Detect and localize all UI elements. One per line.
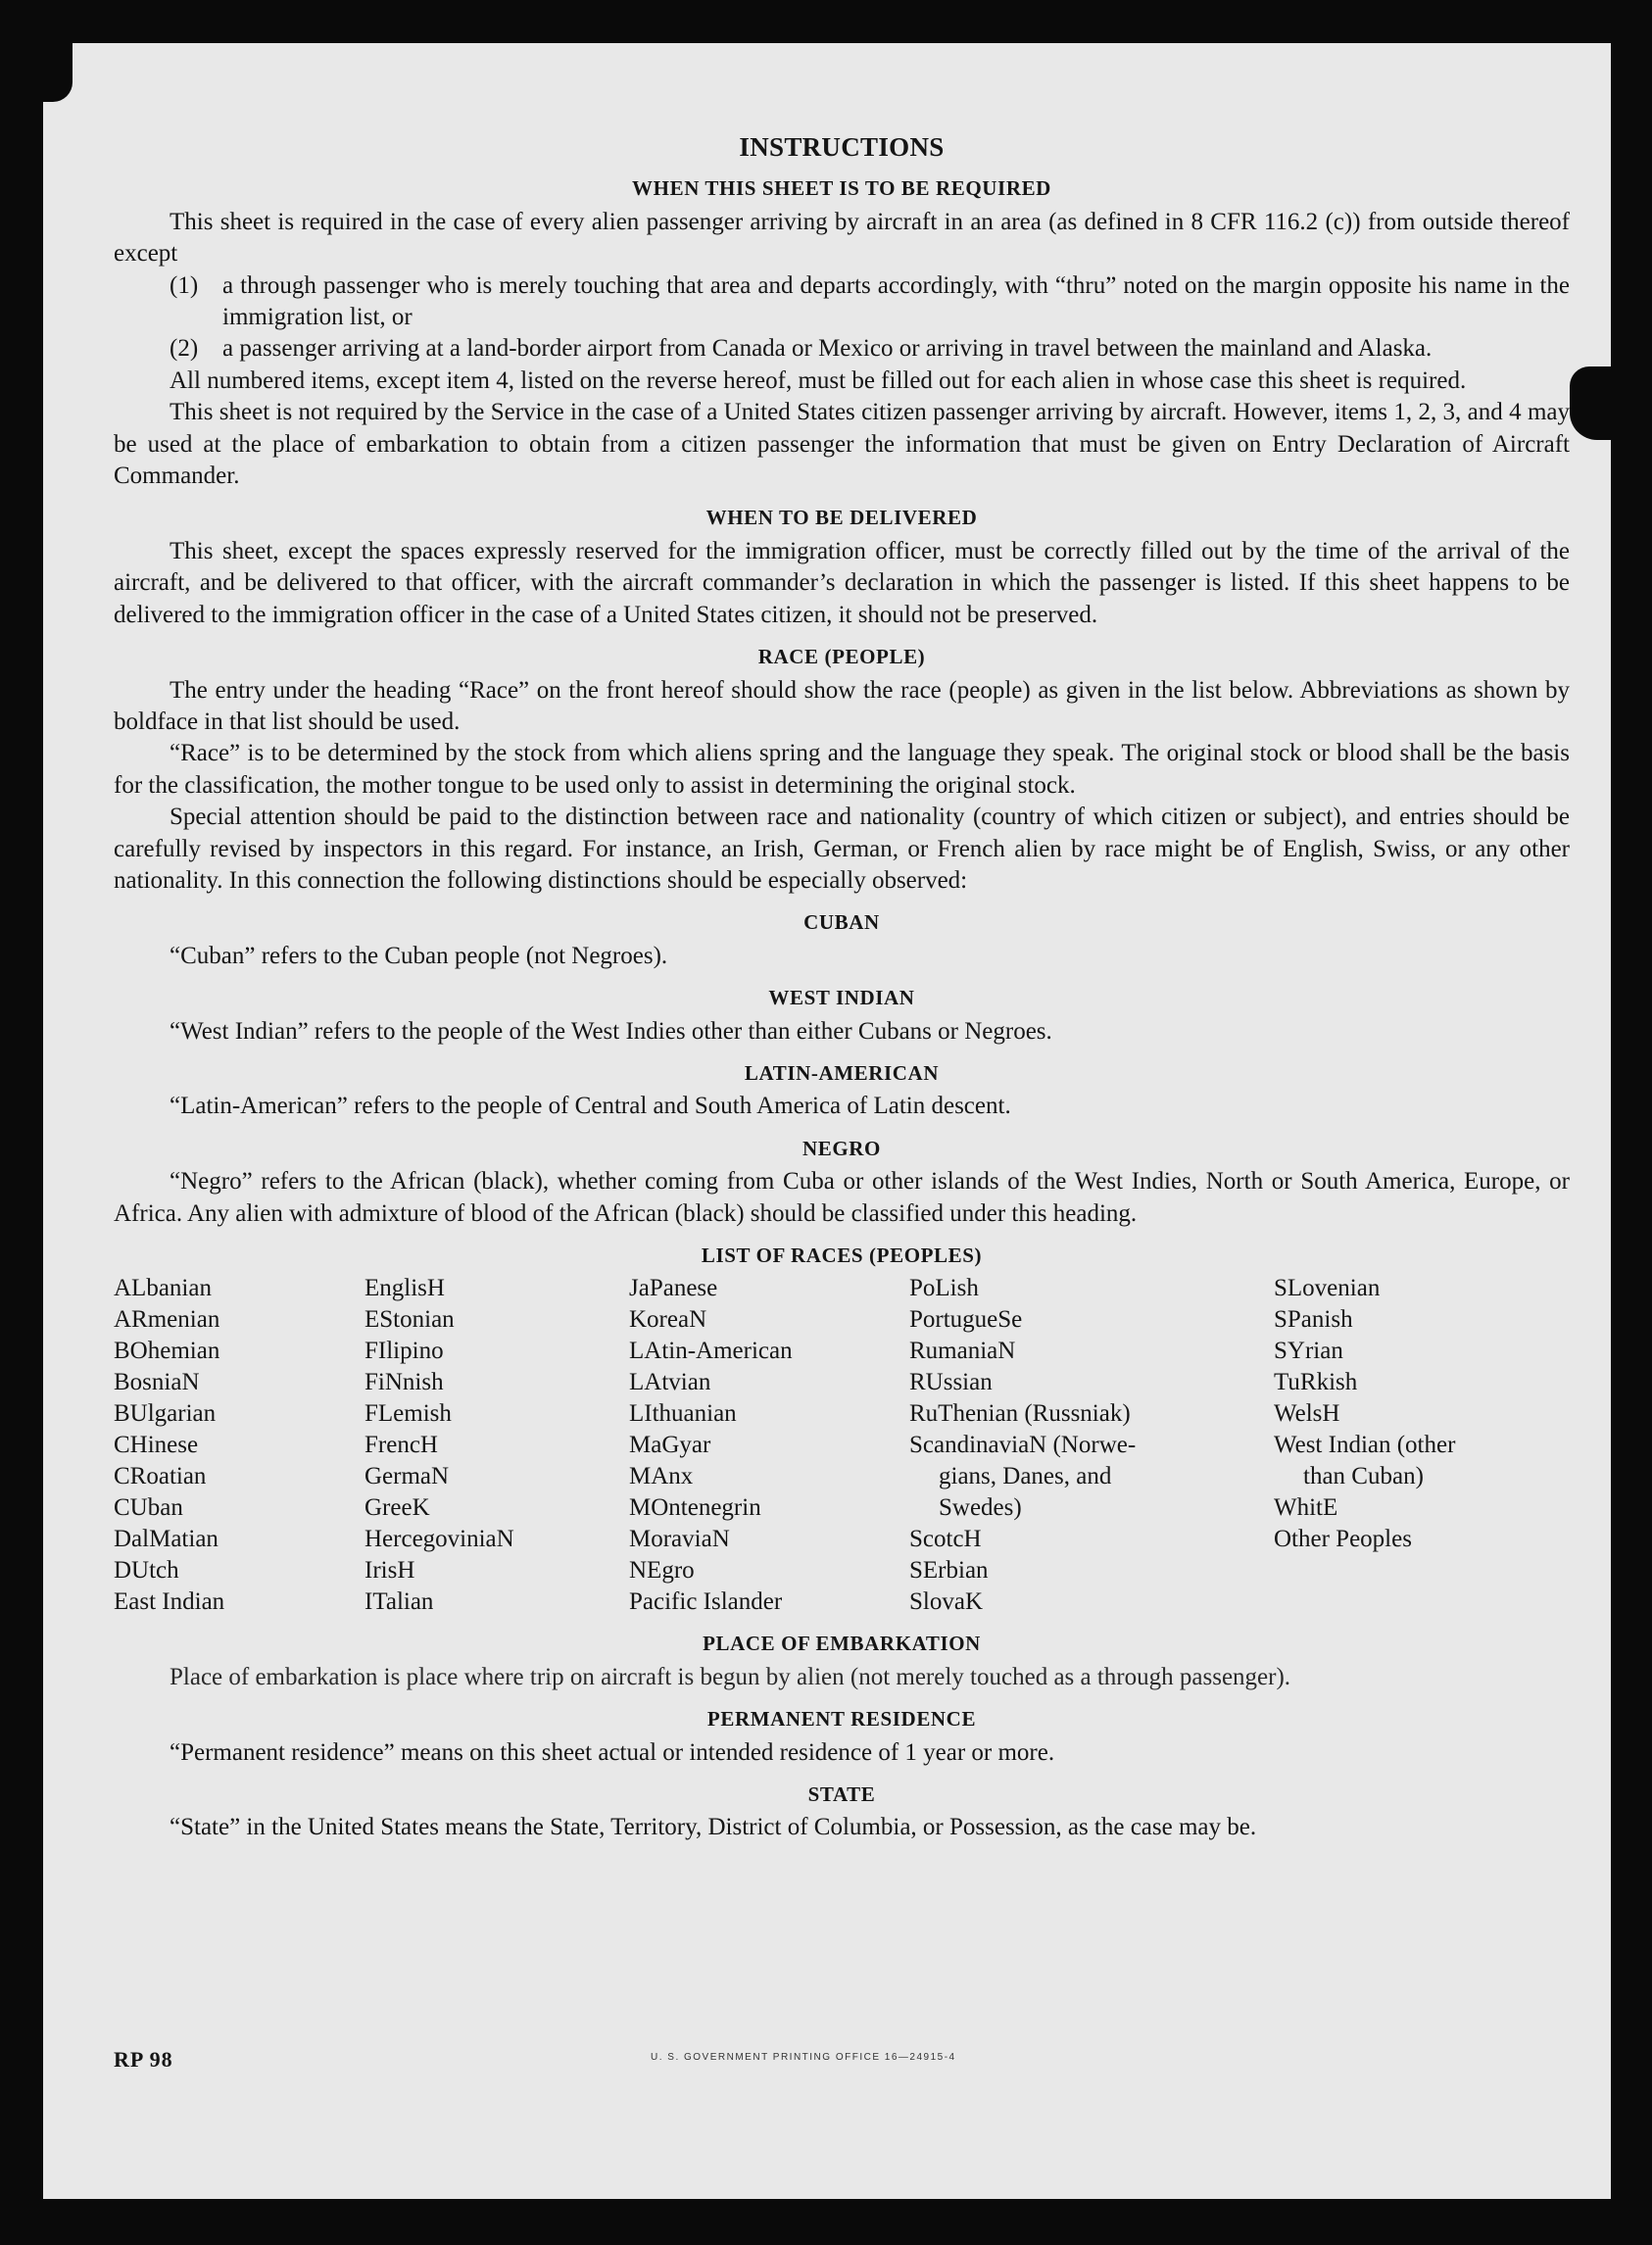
race-entry: PoLish <box>909 1275 979 1302</box>
race-entry: SLovenian <box>1274 1275 1381 1302</box>
document-page <box>43 43 1611 2199</box>
race-column <box>364 1273 629 1618</box>
paragraph: This sheet, except the spaces expressly reserved for the immigration officer, must be correctly filled out by the time of the arrival of the aircraft, and be delivered to that officer, with the aircraft commander’s declaration in which the passenger is listed. If this sheet happens to be delivered to the immigration officer in the case of a United States citizen, it should not be preserved. <box>114 537 1570 628</box>
race-entry: gians, Danes, and <box>939 1463 1112 1490</box>
race-entry: BosniaN <box>114 1369 200 1396</box>
race-entry: ScotcH <box>909 1526 982 1553</box>
item-number: (1) <box>170 271 199 299</box>
race-entry: CHinese <box>114 1432 199 1459</box>
paragraph: “Cuban” refers to the Cuban people (not Negroes). <box>170 942 668 969</box>
race-column <box>1274 1273 1568 1618</box>
race-entry: SlovaK <box>909 1588 983 1616</box>
paragraph: “Race” is to be determined by the stock from which aliens spring and the language they speak. The original stock or blood shall be the basis for the classification, the mother tongue to be used only to assist in determining the original stock. <box>114 740 1570 799</box>
section-heading-negro: NEGRO <box>802 1136 881 1160</box>
race-entry: FLemish <box>364 1400 452 1428</box>
race-entry: WhitE <box>1274 1494 1338 1522</box>
list-item <box>170 333 1570 365</box>
section-heading-latin-american: LATIN-AMERICAN <box>744 1060 940 1085</box>
paragraph: “State” in the United States means the State, Territory, District of Columbia, or Possession, as the case may be. <box>170 1814 1257 1841</box>
race-entry: JaPanese <box>629 1275 718 1302</box>
race-entry: GermaN <box>364 1463 450 1490</box>
race-entry: EnglisH <box>364 1275 445 1302</box>
section-heading-embarkation: PLACE OF EMBARKATION <box>703 1632 981 1656</box>
race-entry: CRoatian <box>114 1463 207 1490</box>
race-entry: PortugueSe <box>909 1306 1023 1334</box>
race-entry: Swedes) <box>939 1494 1022 1522</box>
race-entry: IrisH <box>364 1557 415 1585</box>
race-entry: DalMatian <box>114 1526 219 1553</box>
section-heading-required: WHEN THIS SHEET IS TO BE REQUIRED <box>632 176 1051 201</box>
paragraph: Place of embarkation is place where trip on aircraft is begun by alien (not merely touched as a through passenger). <box>170 1663 1291 1690</box>
paragraph: Special attention should be paid to the distinction between race and nationality (country of which citizen or subject), and entries should be carefully revised by inspectors in this regard. For instance, an Irish, German, or French alien by race might be of English, Swiss, or any other nationality. In this connection the following distinctions should be especially observed: <box>114 804 1570 894</box>
race-entry: EStonian <box>364 1306 455 1334</box>
race-entry: BUlgarian <box>114 1400 217 1428</box>
race-entry: DUtch <box>114 1557 179 1585</box>
list-item <box>170 270 1570 334</box>
race-entry: CUban <box>114 1494 183 1522</box>
page-title: INSTRUCTIONS <box>739 132 945 162</box>
paragraph: “Negro” refers to the African (black), whether coming from Cuba or other islands of the West Indies, North or South America, Europe, or Africa. Any alien with admixture of blood of the African (black) should be classified under this heading. <box>114 1168 1570 1227</box>
race-entry: SErbian <box>909 1557 989 1585</box>
paragraph: “Latin-American” refers to the people of Central and South America of Latin descent. <box>170 1093 1011 1120</box>
page-edge-notch <box>1570 366 1611 440</box>
instructions-body <box>114 131 1570 1844</box>
race-entry: Other Peoples <box>1274 1526 1412 1553</box>
race-entry: RumaniaN <box>909 1338 1016 1365</box>
race-entry: FIlipino <box>364 1338 444 1365</box>
page-corner-damage <box>43 43 73 102</box>
race-column <box>909 1273 1274 1618</box>
race-entry: LAtin-American <box>629 1338 793 1365</box>
race-entry: RuThenian (Russniak) <box>909 1400 1131 1428</box>
race-entry: NEgro <box>629 1557 695 1585</box>
section-heading-races: LIST OF RACES (PEOPLES) <box>701 1244 983 1267</box>
race-entry: RUssian <box>909 1369 993 1396</box>
race-entry: LIthuanian <box>629 1400 737 1428</box>
race-entry: KoreaN <box>629 1306 707 1334</box>
section-heading-cuban: CUBAN <box>803 910 880 935</box>
section-heading-residence: PERMANENT RESIDENCE <box>706 1707 977 1732</box>
race-entry: FiNnish <box>364 1369 444 1396</box>
race-entry: FrencH <box>364 1432 438 1459</box>
paragraph: All numbered items, except item 4, listed on the reverse hereof, must be filled out for each alien in whose case this sheet is required. <box>170 366 1467 394</box>
race-entry: West Indian (other <box>1274 1432 1456 1459</box>
item-text: a through passenger who is merely touching that area and departs accordingly, with “thru” noted on the margin opposite his name in the immigration list, or <box>222 271 1570 331</box>
race-column <box>114 1273 364 1618</box>
form-id: RP 98 <box>114 2047 173 2072</box>
race-entry: Pacific Islander <box>629 1588 783 1616</box>
paragraph: The entry under the heading “Race” on the front hereof should show the race (people) as given in the list below. Abbreviations as shown by boldface in that list should be used. <box>114 676 1570 735</box>
race-entry: HercegoviniaN <box>364 1526 514 1553</box>
race-entry: ARmenian <box>114 1306 220 1334</box>
race-entry: MoraviaN <box>629 1526 730 1553</box>
race-column <box>629 1273 909 1618</box>
race-entry: East Indian <box>114 1588 225 1616</box>
item-number: (2) <box>170 335 199 363</box>
paragraph: “West Indian” refers to the people of the West Indies other than either Cubans or Negroes. <box>170 1017 1052 1045</box>
race-entry: MaGyar <box>629 1432 711 1459</box>
paragraph: This sheet is required in the case of every alien passenger arriving by aircraft in an area (as defined in 8 CFR 116.2 (c)) from outside thereof except <box>114 208 1570 268</box>
race-entry: MOntenegrin <box>629 1494 761 1522</box>
item-text: a passenger arriving at a land-border airport from Canada or Mexico or arriving in travel between the mainland and Alaska. <box>222 335 1433 363</box>
race-entry: ITalian <box>364 1588 434 1616</box>
race-entry: WelsH <box>1274 1400 1340 1428</box>
race-list <box>114 1273 1570 1618</box>
section-heading-delivered: WHEN TO BE DELIVERED <box>705 506 978 530</box>
paragraph: “Permanent residence” means on this sheet actual or intended residence of 1 year or more. <box>170 1738 1055 1766</box>
race-entry: ALbanian <box>114 1275 212 1302</box>
section-heading-west-indian: WEST INDIAN <box>768 986 915 1010</box>
race-entry: TuRkish <box>1274 1369 1358 1396</box>
printer-imprint: U. S. GOVERNMENT PRINTING OFFICE 16—24915-4 <box>651 2052 956 2063</box>
section-heading-race: RACE (PEOPLE) <box>757 645 926 669</box>
race-entry: BOhemian <box>114 1338 220 1365</box>
race-entry: ScandinaviaN (Norwe- <box>909 1432 1137 1459</box>
race-entry: SPanish <box>1274 1306 1353 1334</box>
section-heading-state: STATE <box>807 1782 876 1807</box>
race-entry: than Cuban) <box>1303 1463 1424 1490</box>
paragraph: This sheet is not required by the Service in the case of a United States citizen passenger arriving by aircraft. However, items 1, 2, 3, and 4 may be used at the place of embarkation to obtain from a citizen passenger the information that must be given on Entry Declaration of Aircraft Commander. <box>114 399 1570 490</box>
race-entry: LAtvian <box>629 1369 711 1396</box>
race-entry: GreeK <box>364 1494 430 1522</box>
race-entry: MAnx <box>629 1463 694 1490</box>
race-entry: SYrian <box>1274 1338 1343 1365</box>
